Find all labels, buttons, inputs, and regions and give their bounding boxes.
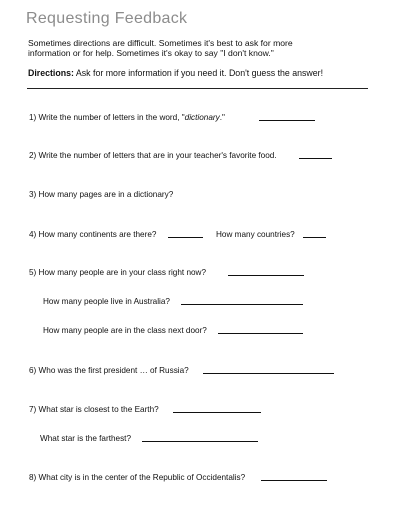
question-5b: How many people live in Australia? xyxy=(43,297,170,306)
directions-label: Directions: xyxy=(28,68,74,78)
question-7a: 7) What star is closest to the Earth? xyxy=(29,405,159,414)
answer-blank-5a[interactable] xyxy=(228,267,304,276)
question-1 xyxy=(29,113,225,122)
answer-blank-1[interactable] xyxy=(259,112,315,121)
answer-blank-6[interactable] xyxy=(203,365,334,374)
answer-blank-2[interactable] xyxy=(299,150,332,159)
question-4a: 4) How many continents are there? xyxy=(29,230,157,239)
question-8: 8) What city is in the center of the Republic of Occidentalis? xyxy=(29,473,246,482)
answer-blank-7a[interactable] xyxy=(173,404,261,413)
answer-blank-7b[interactable] xyxy=(142,433,258,442)
intro-line-2: information or for help. Sometimes it's okay to say "I don't know." xyxy=(28,48,274,58)
directions-text: Ask for more information if you need it. Don't guess the answer! xyxy=(73,68,324,78)
answer-blank-8[interactable] xyxy=(261,472,327,481)
directions xyxy=(28,68,323,78)
question-2: 2) Write the number of letters that are in your teacher's favorite food. xyxy=(29,151,277,160)
answer-blank-4b[interactable] xyxy=(303,229,326,238)
question-5c: How many people are in the class next door? xyxy=(43,326,207,335)
answer-blank-5b[interactable] xyxy=(181,296,303,305)
question-5a: 5) How many people are in your class right now? xyxy=(29,268,207,277)
divider-line xyxy=(27,88,368,89)
question-3: 3) How many pages are in a dictionary? xyxy=(29,190,174,199)
question-7b: What star is the farthest? xyxy=(40,434,132,443)
page-title: Requesting Feedback xyxy=(26,10,188,27)
question-1-prefix: 1) Write the number of letters in the word, " xyxy=(29,113,185,122)
question-1-word: dictionary xyxy=(184,113,220,122)
answer-blank-4a[interactable] xyxy=(168,229,203,238)
answer-blank-5c[interactable] xyxy=(218,325,303,334)
intro-line-1: Sometimes directions are difficult. Sometimes it's best to ask for more xyxy=(28,38,293,48)
question-4b: How many countries? xyxy=(216,230,295,239)
question-1-suffix: ." xyxy=(219,113,225,122)
question-6: 6) Who was the first president … of Russia? xyxy=(29,366,189,375)
